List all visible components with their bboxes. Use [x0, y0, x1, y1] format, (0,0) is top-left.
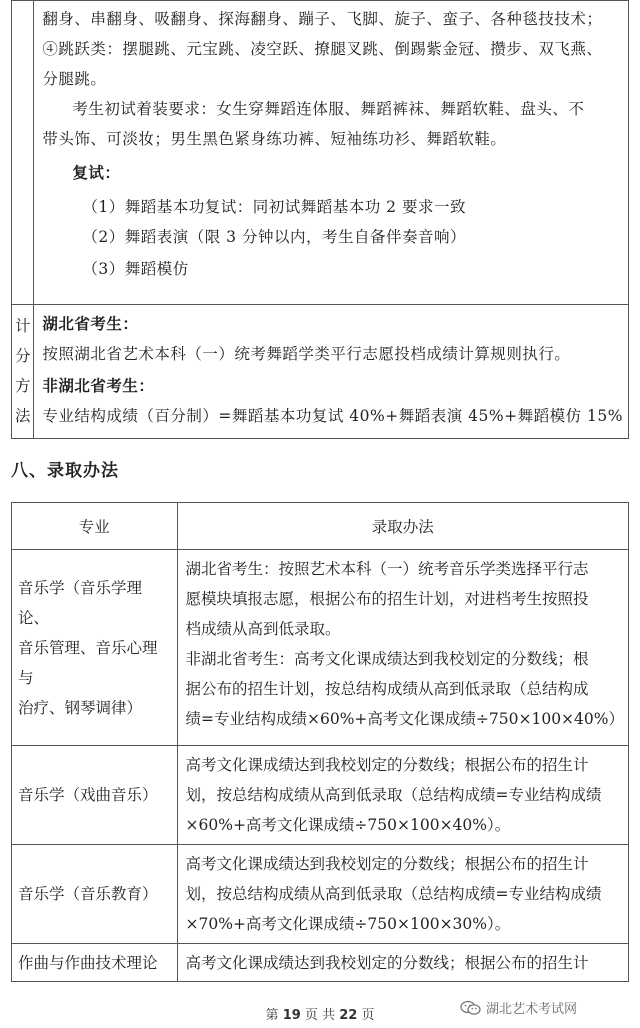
watermark-text: 湖北艺术考试网: [486, 1002, 578, 1017]
method-line: 愿模块填报志愿，根据公布的招生计划，对进档考生按照投: [185, 590, 589, 608]
method-line: 高考文化课成绩达到我校划定的分数线；根据公布的招生计: [185, 756, 589, 774]
method-line: 非湖北省考生：高考文化课成绩达到我校划定的分数线；根: [185, 650, 589, 668]
table-row: [12, 845, 629, 944]
score-method-cell: [34, 305, 629, 439]
table-row: [12, 550, 629, 746]
footer-page-number: 19: [282, 1008, 301, 1023]
exam-content-cell: [34, 1, 629, 305]
method-line: 高考文化课成绩达到我校划定的分数线；根据公布的招生计: [185, 954, 589, 972]
method-cell: [177, 550, 629, 746]
major-line: 治疗、钢琴调律）: [18, 698, 143, 717]
header-method: 录取办法: [177, 503, 629, 550]
major-line: 音乐管理、音乐心理与: [18, 638, 158, 687]
major-line: 音乐学（音乐学理论、: [18, 578, 143, 627]
table-row: [12, 746, 629, 845]
method-line: 绩=专业结构成绩×60%+高考文化课成绩÷750×100×40%）: [185, 710, 624, 728]
method-line: 湖北省考生：按照艺术本科（一）统考音乐学类选择平行志: [185, 560, 589, 578]
content-line: 分腿跳。: [42, 70, 107, 88]
retest-item: （3）舞蹈模仿: [82, 260, 189, 278]
method-line: 据公布的招生计划，按总结构成绩从高到低录取（总结构成: [185, 680, 589, 698]
hubei-heading: 湖北省考生：: [42, 314, 139, 333]
hubei-text: 按照湖北省艺术本科（一）统考舞蹈学类平行志愿投档成绩计算规则执行。: [42, 345, 571, 363]
retest-heading: 复试：: [72, 163, 121, 182]
admission-header-row: [12, 503, 629, 550]
footer-prefix: 第: [265, 1008, 279, 1023]
major-cell: [12, 845, 178, 944]
footer-suffix: 页: [361, 1008, 375, 1023]
content-line: 翻身、串翻身、吸翻身、探海翻身、蹦子、飞脚、旋子、蛮子、各种毯技技术；: [42, 10, 603, 28]
method-line: ×70%+高考文化课成绩÷750×100×30%）。: [185, 915, 511, 933]
retest-item: （2）舞蹈表演（限 3 分钟以内，考生自备伴奏音响）: [82, 228, 466, 246]
header-major: 专业: [12, 503, 178, 550]
method-cell: [177, 845, 629, 944]
method-line: 档成绩从高到低录取。: [185, 620, 341, 638]
method-line: 划，按总结构成绩从高到低录取（总结构成绩=专业结构成绩: [185, 885, 602, 903]
retest-item: （1）舞蹈基本功复试：同初试舞蹈基本功 2 要求一致: [82, 198, 466, 216]
content-line: ④跳跃类：摆腿跳、元宝跳、凌空跃、撩腿叉跳、倒踢紫金冠、攒步、双飞燕、: [42, 40, 603, 58]
major-line: 音乐学（音乐教育）: [18, 885, 158, 903]
major-line: 作曲与作曲技术理论: [18, 953, 158, 972]
major-cell: [12, 550, 178, 746]
admission-table: [11, 502, 629, 982]
score-label-line: 计分: [14, 317, 31, 365]
exam-requirements-table: [11, 0, 629, 439]
section-title: 八、录取办法: [11, 461, 119, 481]
method-cell: [177, 944, 629, 982]
watermark: [460, 998, 577, 1017]
major-cell: [12, 746, 178, 845]
non-hubei-text: 专业结构成绩（百分制）=舞蹈基本功复试 40%+舞蹈表演 45%+舞蹈模仿 15%: [42, 407, 623, 425]
major-cell: [12, 944, 178, 982]
non-hubei-heading: 非湖北省考生：: [42, 376, 155, 395]
table-row: [12, 944, 629, 982]
major-line: 音乐学（戏曲音乐）: [18, 786, 158, 804]
wechat-icon: [460, 1000, 482, 1016]
footer-total-pages: 22: [339, 1008, 358, 1023]
score-method-label: [12, 305, 34, 439]
method-line: 高考文化课成绩达到我校划定的分数线；根据公布的招生计: [185, 855, 589, 873]
footer-middle: 页 共: [304, 1008, 336, 1023]
method-cell: [177, 746, 629, 845]
left-empty-cell: [12, 1, 34, 305]
score-label-line: 方法: [14, 377, 31, 425]
method-line: ×60%+高考文化课成绩÷750×100×40%）。: [185, 816, 511, 834]
attire-line: 考生初试着装要求：女生穿舞蹈连体服、舞蹈裤袜、舞蹈软鞋、盘头、不: [72, 100, 585, 118]
method-line: 划，按总结构成绩从高到低录取（总结构成绩=专业结构成绩: [185, 786, 602, 804]
attire-line: 带头饰、可淡妆；男生黑色紧身练功裤、短袖练功衫、舞蹈软鞋。: [42, 130, 507, 148]
